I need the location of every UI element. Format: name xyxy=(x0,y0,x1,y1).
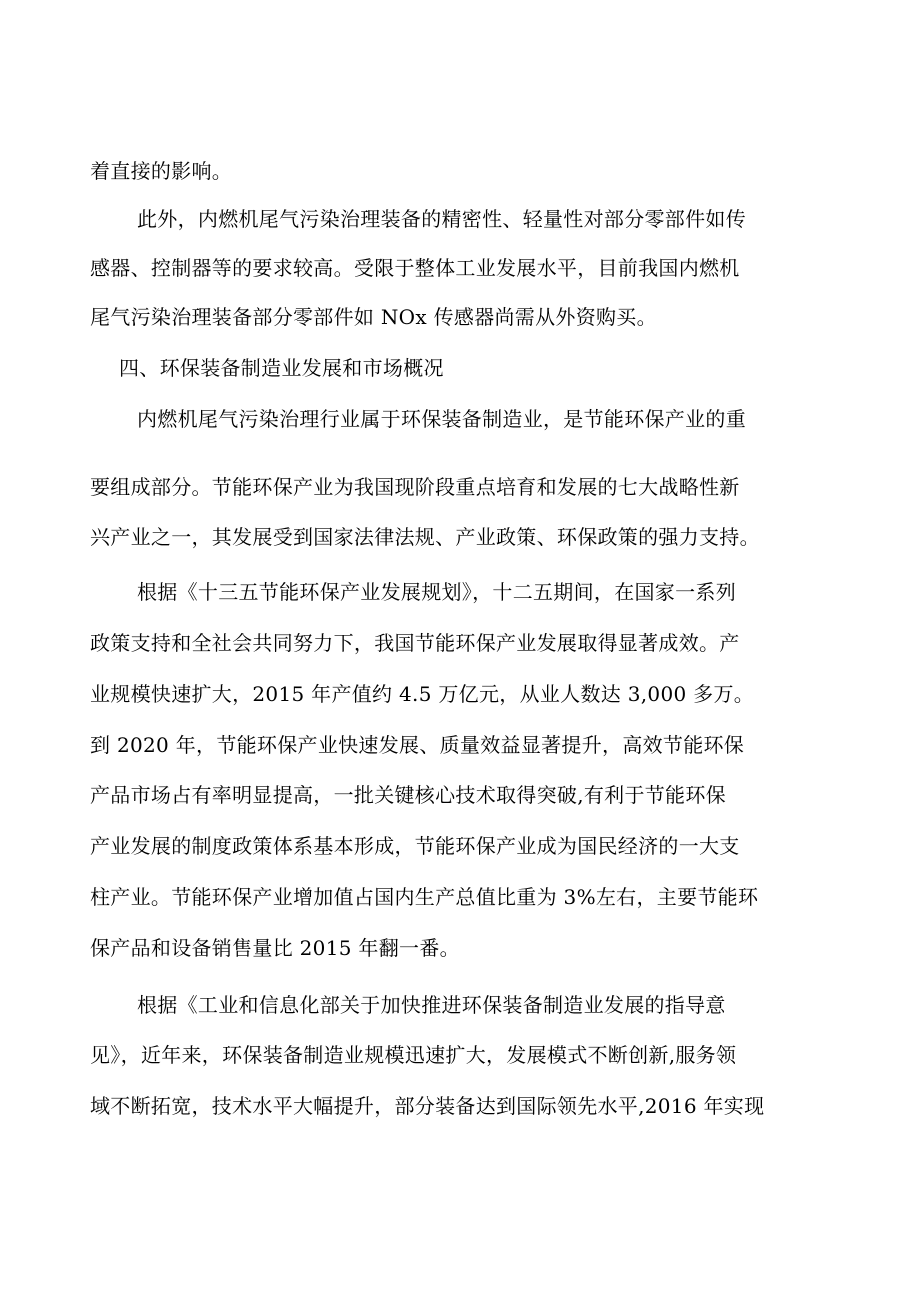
text-line: 域不断拓宽，技术水平大幅提升，部分装备达到国际领先水平,2016 年实现 xyxy=(90,1094,765,1118)
text-line: 要组成部分。节能环保产业为我国现阶段重点培育和发展的七大战略性新 xyxy=(90,475,740,499)
text-line: 兴产业之一，其发展受到国家法律法规、产业政策、环保政策的强力支持。 xyxy=(90,525,760,549)
text-line: 此外，内燃机尾气污染治理装备的精密性、轻量性对部分零部件如传 xyxy=(137,207,746,231)
text-line: 内燃机尾气污染治理行业属于环保装备制造业，是节能环保产业的重 xyxy=(137,407,746,431)
text-line: 政策支持和全社会共同努力下，我国节能环保产业发展取得显著成效。产 xyxy=(90,631,740,655)
text-line: 产业发展的制度政策体系基本形成，节能环保产业成为国民经济的一大支 xyxy=(90,834,740,858)
text-line: 感器、控制器等的要求较高。受限于整体工业发展水平，目前我国内燃机 xyxy=(90,256,740,280)
text-line: 根据《十三五节能环保产业发展规划》，十二五期间，在国家一系列 xyxy=(137,580,736,604)
text-line: 柱产业。节能环保产业增加值占国内生产总值比重为 3%左右，主要节能环 xyxy=(90,885,759,909)
text-line: 业规模快速扩大，2015 年产值约 4.5 万亿元，从业人数达 3,000 多万。 xyxy=(90,682,755,706)
text-line: 保产品和设备销售量比 2015 年翻一番。 xyxy=(90,936,460,960)
text-line: 到 2020 年，节能环保产业快速发展、质量效益显著提升，高效节能环保 xyxy=(90,733,745,757)
text-line: 根据《工业和信息化部关于加快推进环保装备制造业发展的指导意 xyxy=(137,993,726,1017)
text-line: 尾气污染治理装备部分零部件如 NOx 传感器尚需从外资购买。 xyxy=(90,305,657,329)
text-line: 着直接的影响。 xyxy=(90,159,233,183)
text-line: 产品市场占有率明显提高，一批关键核心技术取得突破,有利于节能环保 xyxy=(90,783,726,807)
text-line: 见》，近年来，环保装备制造业规模迅速扩大，发展模式不断创新,服务领 xyxy=(90,1043,737,1067)
section-heading: 四、环保装备制造业发展和市场概况 xyxy=(119,356,444,380)
